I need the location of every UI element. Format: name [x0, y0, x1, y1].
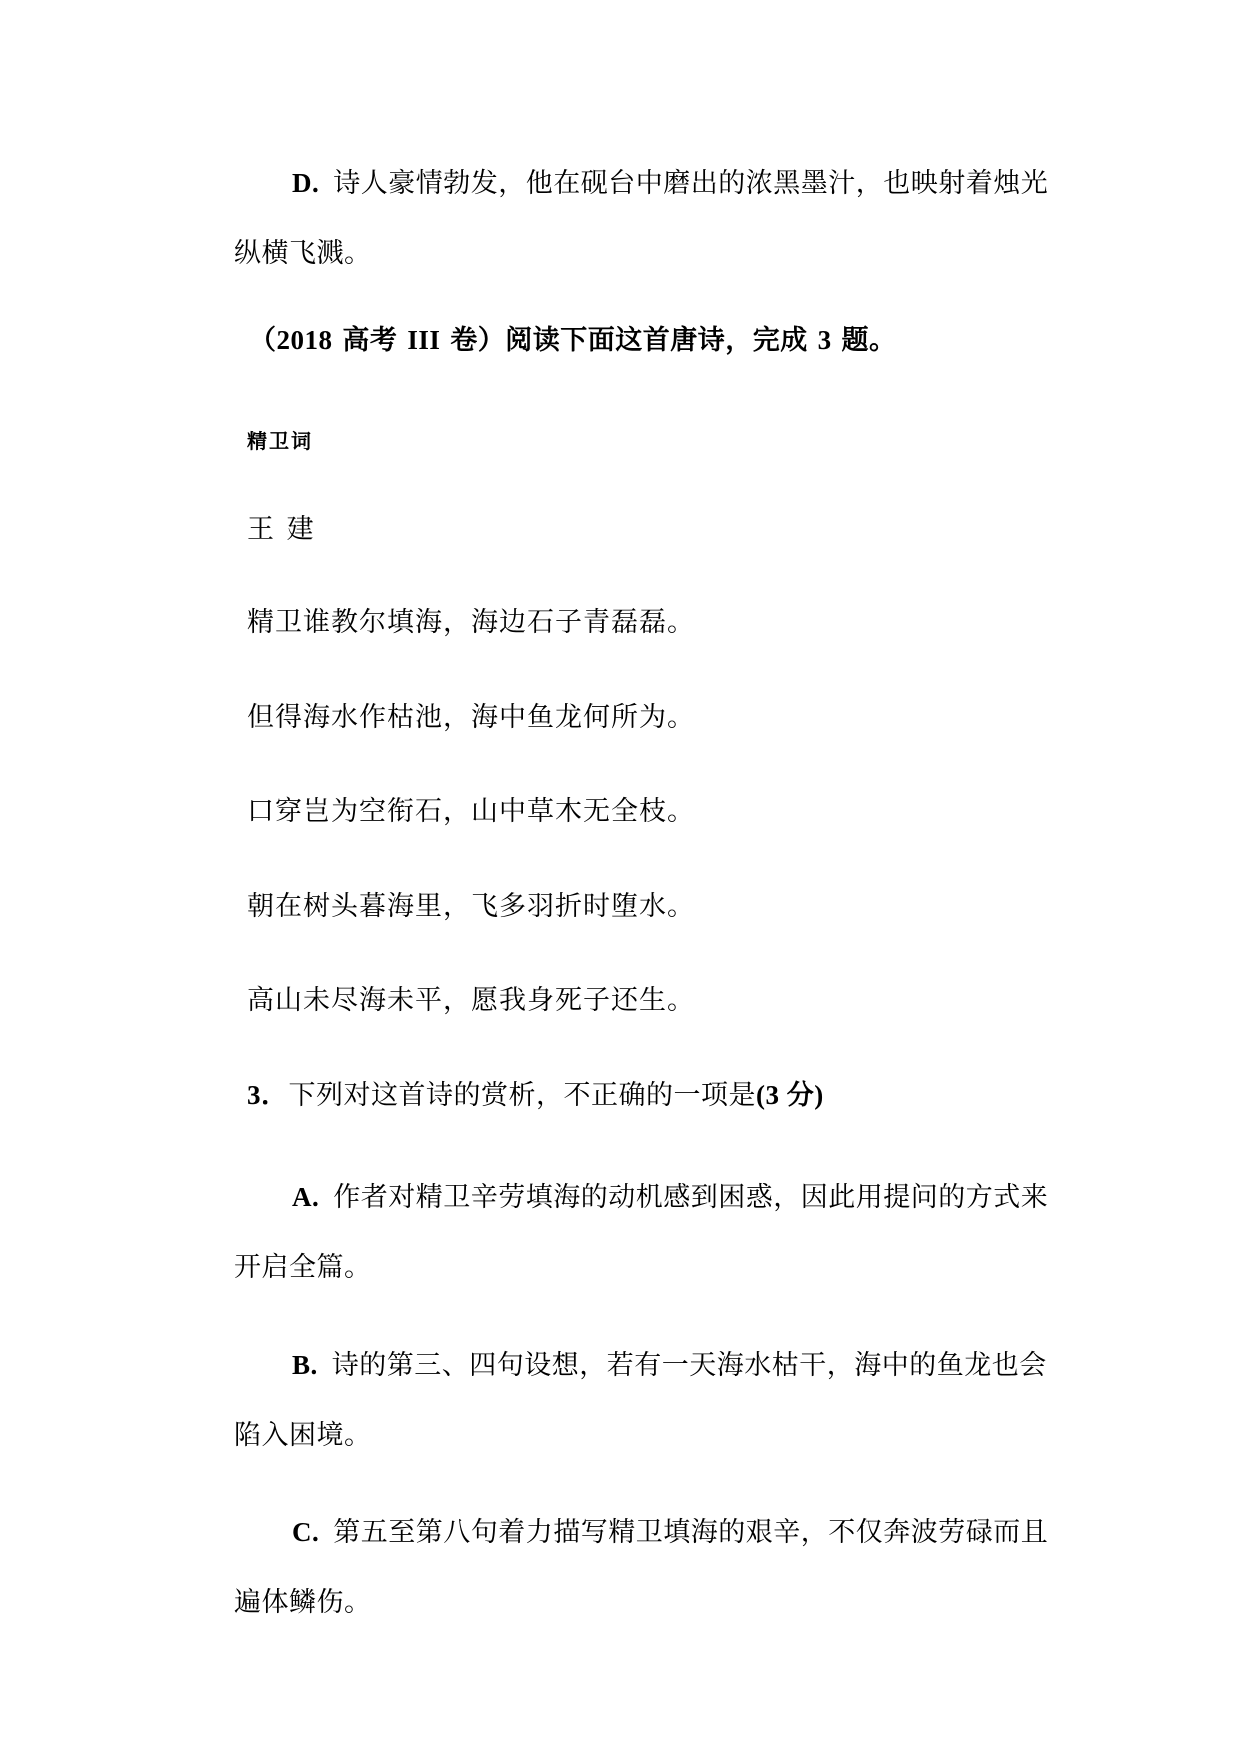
option-b-letter: B. — [292, 1350, 318, 1380]
source-mid: 高考 — [332, 325, 408, 356]
poem-line-2: 但得海水作枯池，海中鱼龙何所为。 — [247, 702, 695, 733]
poem-line-3: 口穿岂为空衔石，山中草木无全枝。 — [247, 796, 695, 827]
source-open: （ — [249, 325, 277, 356]
option-b-text: 诗的第三、四句设想，若有一天海水枯干，海中的鱼龙也会陷入困境。 — [234, 1350, 1047, 1451]
option-d-text: 诗人豪情勃发，他在砚台中磨出的浓黑墨汁，也映射着烛光纵横飞溅。 — [234, 168, 1049, 269]
option-c-text: 第五至第八句着力描写精卫填海的艰辛，不仅奔波劳碌而且遍体鳞伤。 — [234, 1517, 1049, 1618]
source-year: 2018 — [276, 325, 333, 355]
poem-line-1: 精卫谁教尔填海，海边石子青磊磊。 — [247, 607, 695, 638]
option-a-letter: A. — [292, 1182, 320, 1212]
poem-title: 精卫词 — [247, 429, 313, 453]
poem-author: 王 建 — [247, 514, 316, 545]
question-score: (3 分) — [756, 1080, 824, 1110]
option-c-letter: C. — [292, 1517, 320, 1547]
option-a-text: 作者对精卫辛劳填海的动机感到困惑，因此用提问的方式来开启全篇。 — [234, 1182, 1049, 1283]
poem-line-4: 朝在树头暮海里，飞多羽折时堕水。 — [247, 891, 695, 922]
option-d-letter: D. — [292, 168, 320, 198]
poem-line-5: 高山未尽海未平，愿我身死子还生。 — [247, 985, 695, 1016]
option-c — [234, 1497, 1054, 1638]
option-d — [234, 148, 1054, 289]
source-count: 3 — [817, 325, 832, 355]
question-3 — [247, 1077, 824, 1114]
source-line — [249, 322, 897, 359]
source-vol: III — [407, 325, 441, 355]
source-tail: 卷）阅读下面这首唐诗，完成 — [440, 325, 818, 356]
source-end: 题。 — [831, 325, 897, 356]
question-stem: 下列对这首诗的赏析，不正确的一项是 — [288, 1080, 756, 1111]
option-b — [234, 1330, 1054, 1471]
option-a — [234, 1162, 1054, 1303]
question-number: 3． — [247, 1080, 289, 1110]
